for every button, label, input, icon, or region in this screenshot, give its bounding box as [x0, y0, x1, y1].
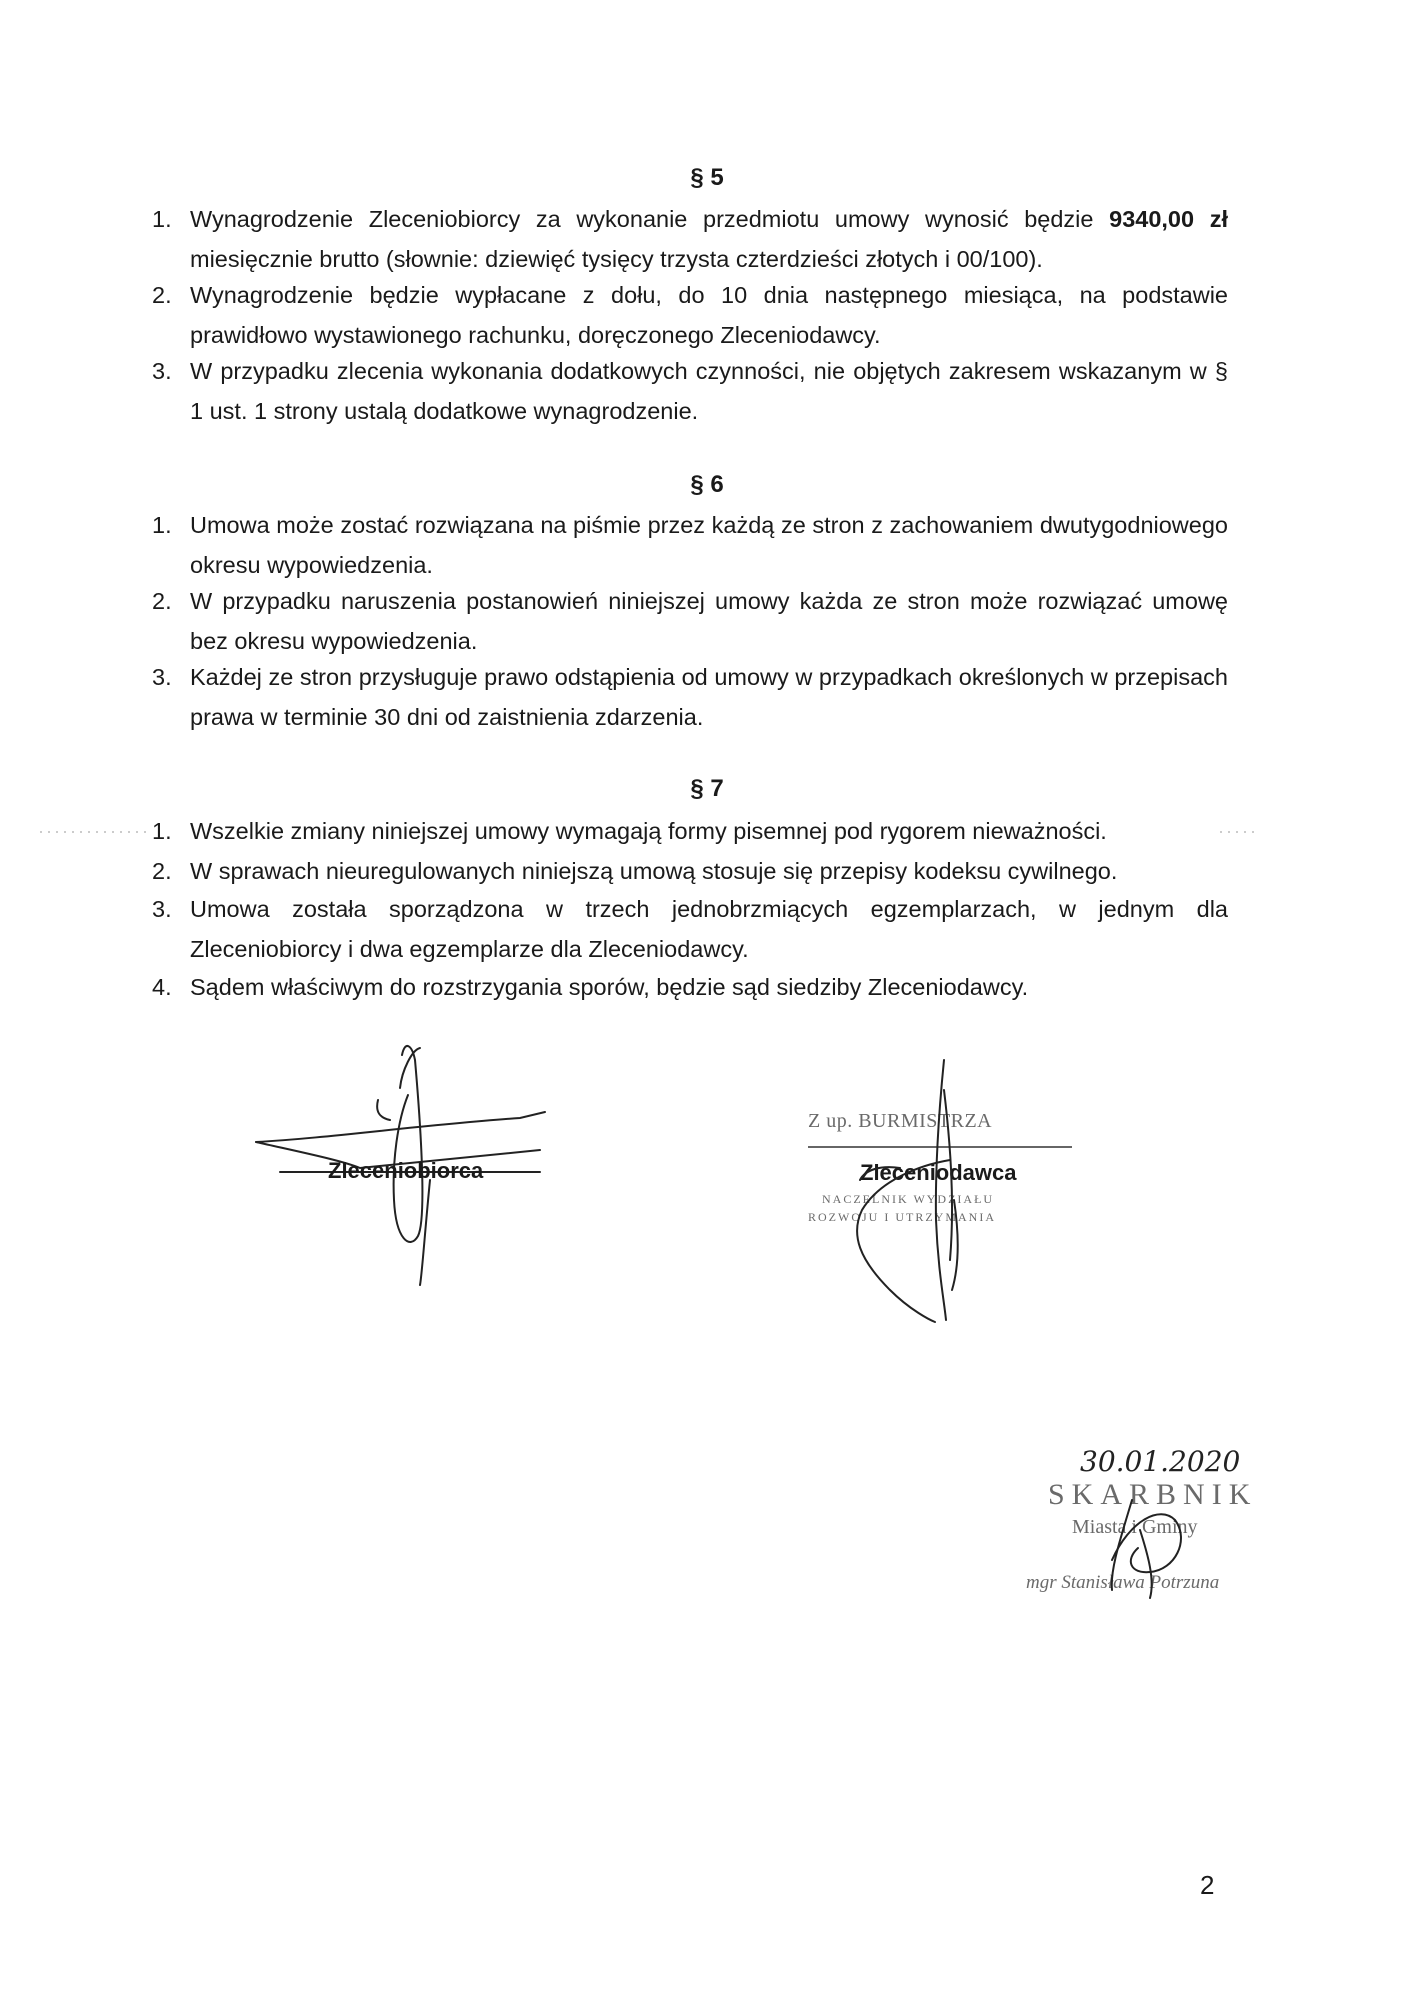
clause-number: 1.: [152, 512, 172, 538]
clause-text: Umowa została sporządzona w trzech jednobrzmiących egzemplarzach, w jednym dla Zleceniobiorcy i dwa egzemplarze dla Zleceniodawcy.: [190, 896, 1228, 962]
clause-text: Umowa może zostać rozwiązana na piśmie przez każdą ze stron z zachowaniem dwutygodniowego okresu wypowiedzenia.: [190, 512, 1228, 578]
amount-value: 9340,00 zł: [1109, 206, 1228, 232]
clause-number: 1.: [152, 206, 172, 232]
clause-text: W sprawach nieuregulowanych niniejszą umową stosuje się przepisy kodeksu cywilnego.: [190, 858, 1118, 884]
clause-number: 3.: [152, 358, 172, 384]
stamp-line-1: NACZELNIK WYDZIAŁU: [822, 1192, 995, 1206]
clause-number: 2.: [152, 282, 172, 308]
page-number: 2: [1200, 1870, 1215, 1900]
signature-date: 30.01.2020: [1080, 1445, 1241, 1478]
clause-text: Wynagrodzenie będzie wypłacane z dołu, do 10 dnia następnego miesiąca, na podstawie prawidłowo wystawionego rachunku, doręczonego Zleceniodawcy.: [190, 282, 1228, 348]
clause-text: W przypadku naruszenia postanowień niniejszej umowy każda ze stron może rozwiązać umowę bez okresu wypowiedzenia.: [190, 588, 1228, 654]
section-heading-5: § 5: [690, 164, 724, 191]
clause-text: Wynagrodzenie Zleceniobiorcy za wykonanie przedmiotu umowy wynosić będzie 9340,00 zł miesięcznie brutto (słownie: dziewięć tysięcy trzysta czterdzieści złotych i 00/100).: [190, 206, 1228, 272]
clause-number: 3.: [152, 664, 172, 690]
clause-number: 2.: [152, 588, 172, 614]
clause-number: 3.: [152, 896, 172, 922]
clause-text: W przypadku zlecenia wykonania dodatkowych czynności, nie objętych zakresem wskazanym w § 1 ust. 1 strony ustalą dodatkowe wynagrodzenie.: [190, 358, 1228, 424]
clause-text: Wszelkie zmiany niniejszej umowy wymagają formy pisemnej pod rygorem nieważności.: [190, 818, 1107, 844]
contractor-label: Zleceniobiorca: [328, 1158, 484, 1183]
section-heading-7: § 7: [690, 775, 724, 802]
stamp-top-text: Z up. BURMISTRZA: [808, 1110, 993, 1132]
treasurer-title: SKARBNIK: [1048, 1478, 1258, 1511]
treasurer-name: mgr Stanisława Potrzuna: [1026, 1572, 1220, 1593]
stamp-line-2: ROZWOJU I UTRZYMANIA: [808, 1210, 996, 1224]
section-heading-6: § 6: [690, 471, 724, 498]
clause-text: Sądem właściwym do rozstrzygania sporów, będzie sąd siedziby Zleceniodawcy.: [190, 974, 1029, 1000]
clause-number: 4.: [152, 974, 172, 1000]
clause-number: 2.: [152, 858, 172, 884]
clause-number: 1.: [152, 818, 172, 844]
client-label: Zleceniodawca: [860, 1160, 1017, 1185]
clause-text: Każdej ze stron przysługuje prawo odstąpienia od umowy w przypadkach określonych w przepisach prawa w terminie 30 dni od zaistnienia zdarzenia.: [190, 664, 1228, 730]
treasurer-subtitle: Miasta i Gminy: [1072, 1516, 1198, 1538]
